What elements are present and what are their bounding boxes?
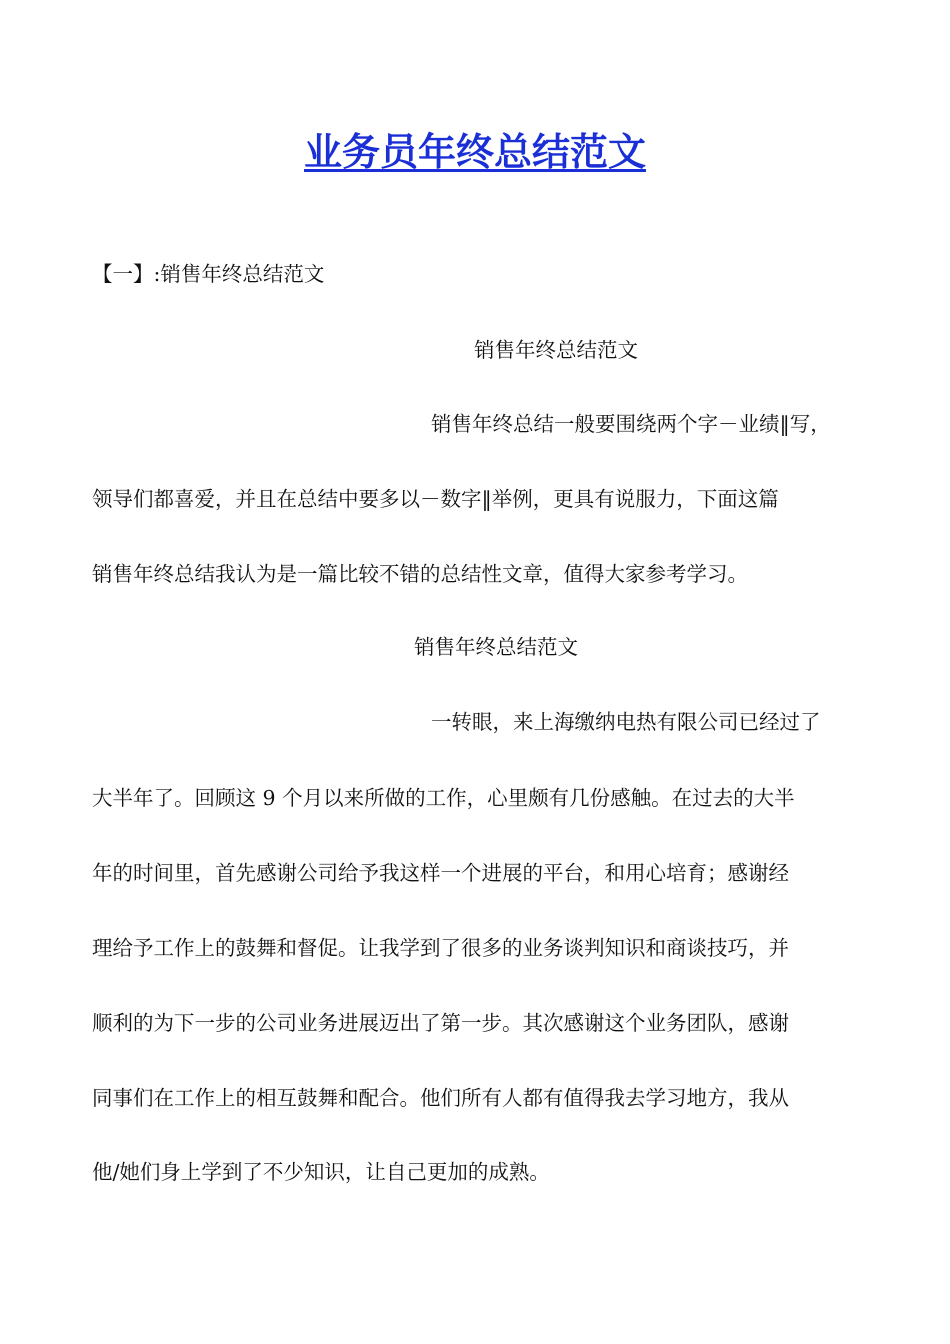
paragraph-line: 他/她们身上学到了不少知识，让自己更加的成熟。 [92, 1160, 550, 1184]
sub-title: 销售年终总结范文 [474, 338, 638, 362]
paragraph-line: 领导们都喜爱，并且在总结中要多以－数字‖举例，更具有说服力，下面这篇 [92, 487, 779, 511]
paragraph-line: 一转眼，来上海缴纳电热有限公司已经过了 [431, 710, 821, 734]
paragraph-line: 年的时间里，首先感谢公司给予我这样一个进展的平台，和用心培育；感谢经 [92, 861, 789, 885]
paragraph-line: 销售年终总结我认为是一篇比较不错的总结性文章，值得大家参考学习。 [92, 562, 748, 586]
section-heading: 【一】:销售年终总结范文 [92, 262, 325, 286]
paragraph-line: 同事们在工作上的相互鼓舞和配合。他们所有人都有值得我去学习地方，我从 [92, 1086, 789, 1110]
sub-title: 销售年终总结范文 [414, 635, 578, 659]
paragraph-line: 大半年了。回顾这 9 个月以来所做的工作，心里颇有几份感触。在过去的大半 [92, 786, 795, 810]
paragraph-line: 销售年终总结一般要围绕两个字－业绩‖写， [431, 412, 831, 436]
paragraph-line: 顺利的为下一步的公司业务进展迈出了第一步。其次感谢这个业务团队，感谢 [92, 1011, 789, 1035]
paragraph-line: 理给予工作上的鼓舞和督促。让我学到了很多的业务谈判知识和商谈技巧，并 [92, 936, 789, 960]
document-title-link[interactable]: 业务员年终总结范文 [303, 130, 646, 174]
